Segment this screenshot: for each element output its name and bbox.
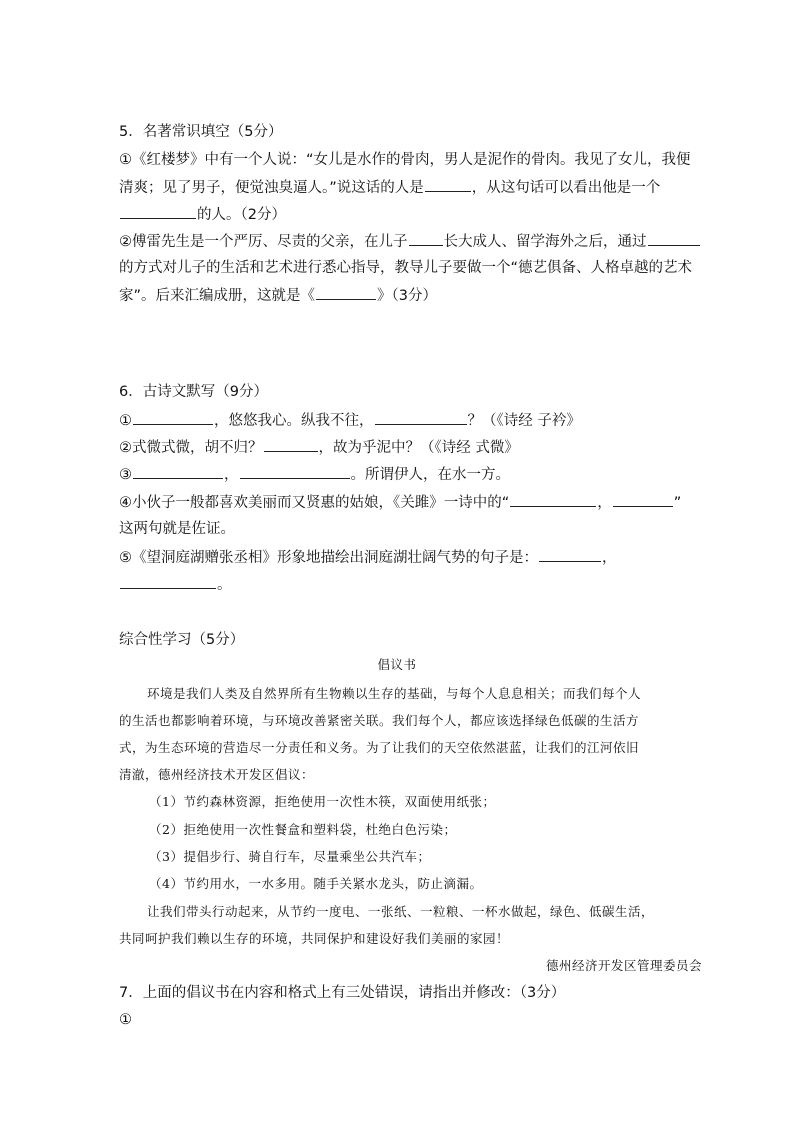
q7-title: 7．上面的倡议书在内容和格式上有三处错误，请指出并修改：（3分） — [119, 985, 566, 1001]
q6-text: ， — [602, 550, 617, 566]
q7-answer-1: ① — [119, 1012, 132, 1028]
answer-blank[interactable] — [648, 231, 700, 246]
letter-paragraph-line: 的生活也都影响着环境，与环境改善紧密关联。我们每个人，都应该选择绿色低碳的生活方 — [119, 713, 640, 728]
q6-text: ④小伙子一般都喜欢美丽而又贤惠的姑娘，《关雎》一诗中的“ — [119, 495, 510, 511]
answer-blank[interactable] — [510, 492, 596, 507]
answer-blank[interactable] — [120, 204, 196, 219]
answer-blank[interactable] — [240, 464, 350, 479]
q6-text: ” — [673, 495, 682, 511]
q5-text: 的人。（2分） — [197, 207, 286, 223]
q6-line-2 — [119, 437, 519, 458]
q6-text: ②式微式微，胡不归？ — [119, 440, 263, 456]
q6-text: 。所谓伊人，在水一方。 — [350, 467, 510, 483]
q5-text: 清爽；见了男子，便觉浊臭逼人。”说这话的人是 — [119, 180, 424, 196]
q6-text: ③ — [119, 467, 132, 483]
q5-text: 长大成人、留学海外之后，通过 — [443, 234, 647, 250]
q6-text: ⑤《望洞庭湖赠张丞相》形象地描绘出洞庭湖壮阔气势的句子是： — [119, 550, 538, 566]
answer-blank[interactable] — [120, 574, 216, 589]
q5-line-4 — [119, 231, 701, 252]
q5-line-3 — [119, 204, 286, 225]
q5-line-6 — [119, 285, 437, 306]
q6-line-6 — [119, 547, 617, 568]
section-title: 综合性学习（5分） — [119, 632, 245, 648]
answer-blank[interactable] — [133, 464, 223, 479]
answer-blank[interactable] — [425, 177, 471, 192]
q6-text: 。 — [217, 577, 232, 593]
q6-text: ，故为乎泥中？（《诗经 式微》 — [318, 440, 519, 456]
q5-text: ②傅雷先生是一个严厉、尽责的父亲，在儿子 — [119, 234, 408, 250]
letter-item-2: （2）拒绝使用一次性餐盒和塑料袋，杜绝白色污染； — [149, 822, 457, 837]
q6-line-3 — [119, 464, 510, 485]
q6-title: 6．古诗文默写（9分） — [119, 384, 268, 400]
answer-blank[interactable] — [316, 285, 376, 300]
q6-text: ？（《诗经 子衿》 — [467, 413, 581, 429]
q5-text: ，从这句话可以看出他是一个 — [471, 180, 661, 196]
letter-item-3: （3）提倡步行、骑自行车，尽量乘坐公共汽车； — [149, 849, 431, 864]
answer-blank[interactable] — [264, 437, 318, 452]
answer-blank[interactable] — [409, 231, 443, 246]
letter-item-4: （4）节约用水，一水多用。随手关紧水龙头，防止滴漏。 — [149, 876, 483, 891]
q6-text: ， — [224, 467, 239, 483]
letter-paragraph-line: 式，为生态环境的营造尽一分责任和义务。为了让我们的天空依然湛蓝，让我们的江河依旧 — [119, 740, 640, 755]
q5-text: 家”。后来汇编成册，这就是《 — [119, 288, 316, 304]
q5-line-1: ①《红楼梦》中有一个人说：“女儿是水作的骨肉，男人是泥作的骨肉。我见了女儿，我便 — [119, 152, 691, 168]
answer-blank[interactable] — [613, 492, 673, 507]
q6-text: ① — [119, 413, 132, 429]
answer-blank[interactable] — [133, 410, 213, 425]
answer-blank[interactable] — [539, 547, 601, 562]
letter-item-1: （1）节约森林资源，拒绝使用一次性木筷，双面使用纸张； — [149, 794, 496, 809]
letter-closing-line: 共同呵护我们赖以生存的环境，共同保护和建设好我们美丽的家园！ — [119, 931, 510, 946]
q5-title: 5．名著常识填空（5分） — [119, 124, 283, 140]
q5-line-2 — [119, 177, 660, 198]
letter-closing-line: 让我们带头行动起来，从节约一度电、一张纸、一粒粮、一杯水做起，绿色、低碳生活， — [147, 904, 655, 919]
letter-heading: 倡议书 — [377, 657, 417, 672]
q5-text: 》（3分） — [377, 288, 437, 304]
answer-blank[interactable] — [375, 410, 467, 425]
letter-paragraph-line: 环境是我们人类及自然界所有生物赖以生存的基础，与每个人息息相关；而我们每个人 — [147, 686, 642, 701]
q6-line-4 — [119, 492, 681, 513]
letter-signature: 德州经济开发区管理委员会 — [545, 958, 702, 973]
q5-line-5: 的方式对儿子的生活和艺术进行悉心指导，教导儿子要做一个“德艺俱备、人格卓越的艺术 — [119, 260, 693, 276]
letter-paragraph-line: 清澈，德州经济技术开发区倡议： — [119, 767, 315, 782]
q6-line-1 — [119, 410, 581, 431]
q6-text: ，悠悠我心。纵我不往， — [214, 413, 374, 429]
q6-line-5: 这两句就是佐证。 — [119, 521, 235, 537]
q6-line-7 — [119, 574, 232, 595]
q6-text: ， — [597, 495, 612, 511]
